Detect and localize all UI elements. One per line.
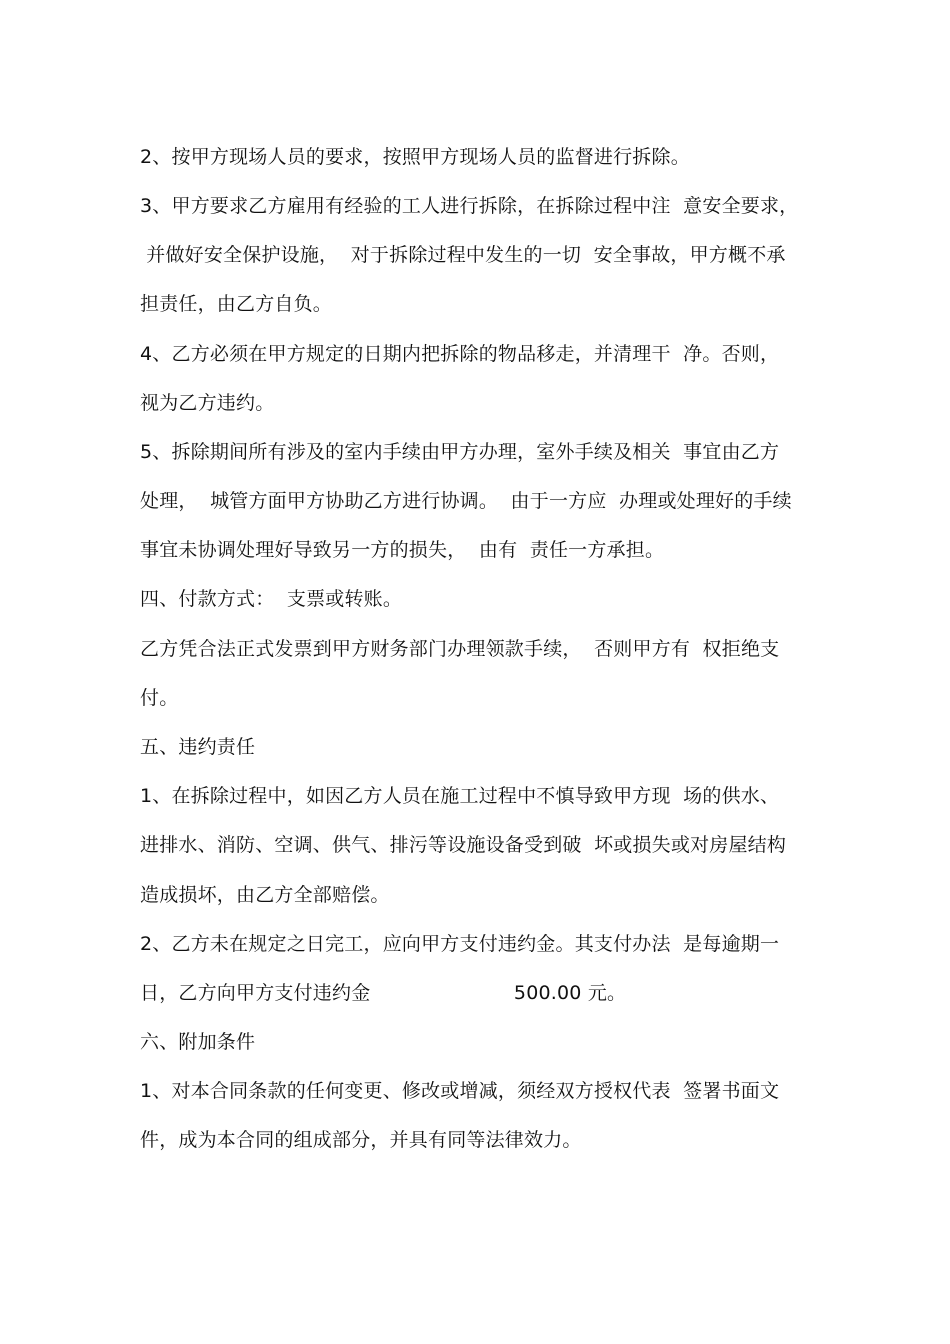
text-line: 件，成为本合同的组成部分，并具有同等法律效力。	[140, 1129, 582, 1151]
text-line: 付。	[140, 687, 179, 709]
text-line: 4、乙方必须在甲方规定的日期内把拆除的物品移走，并清理干 净。否则，	[140, 343, 780, 365]
section-heading-liability: 五、违约责任	[140, 736, 256, 758]
text-line: 1、对本合同条款的任何变更、修改或增减，须经双方授权代表 签署书面文	[140, 1080, 780, 1102]
text-line: 处理， 城管方面甲方协助乙方进行协调。 由于一方应 办理或处理好的手续	[140, 490, 792, 512]
text-line: 2、按甲方现场人员的要求，按照甲方现场人员的监督进行拆除。	[140, 146, 690, 168]
section-heading-additional-terms: 六、附加条件	[140, 1031, 256, 1053]
text-line: 视为乙方违约。	[140, 392, 275, 414]
text-line: 并做好安全保护设施， 对于拆除过程中发生的一切 安全事故，甲方概不承	[140, 244, 786, 266]
text-line: 乙方凭合法正式发票到甲方财务部门办理领款手续， 否则甲方有 权拒绝支	[140, 638, 780, 660]
section-heading-payment: 四、付款方式： 支票或转账。	[140, 588, 403, 610]
text-line: 进排水、消防、空调、供气、排污等设施设备受到破 坏或损失或对房屋结构	[140, 834, 787, 856]
text-line: 2、乙方未在规定之日完工，应向甲方支付违约金。其支付办法 是每逾期一	[140, 933, 780, 955]
text-line: 日，乙方向甲方支付违约金 500.00 元。	[140, 982, 627, 1004]
text-line: 担责任，由乙方自负。	[140, 293, 333, 315]
text-line: 3、甲方要求乙方雇用有经验的工人进行拆除，在拆除过程中注 意安全要求，	[140, 195, 799, 217]
text-line: 1、在拆除过程中，如因乙方人员在施工过程中不慎导致甲方现 场的供水、	[140, 785, 780, 807]
text-line: 造成损坏，由乙方全部赔偿。	[140, 884, 390, 906]
text-line: 事宜未协调处理好导致另一方的损失， 由有 责任一方承担。	[140, 539, 665, 561]
text-line: 5、拆除期间所有涉及的室内手续由甲方办理，室外手续及相关 事宜由乙方	[140, 441, 780, 463]
